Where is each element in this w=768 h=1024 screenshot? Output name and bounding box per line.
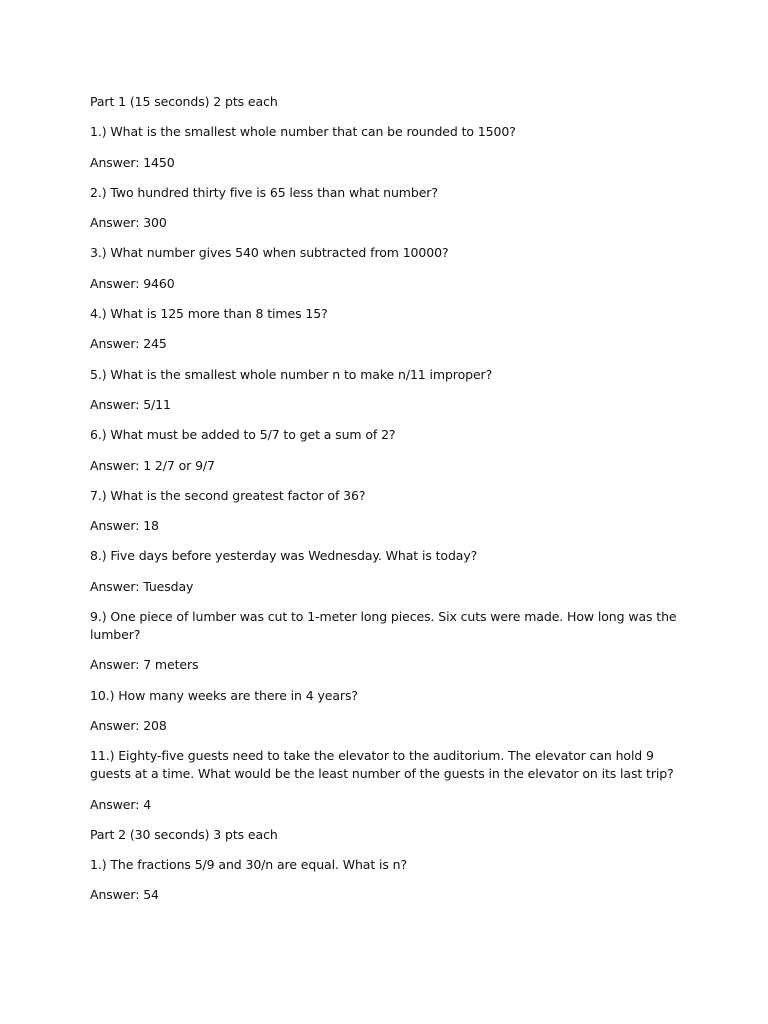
question-9: 9.) One piece of lumber was cut to 1-meter long pieces. Six cuts were made. How long was the lumber? [90,609,677,643]
answer-8: Answer: Tuesday [90,578,194,594]
answer-11: Answer: 4 [90,796,152,812]
question-5: 5.) What is the smallest whole number n to make n/11 improper? [90,366,493,382]
answer-9: Answer: 7 meters [90,657,199,673]
question-7: 7.) What is the second greatest factor of 36? [90,487,366,503]
answer-7: Answer: 18 [90,518,159,534]
question-6: 6.) What must be added to 5/7 to get a sum of 2? [90,427,396,443]
answer-5: Answer: 5/11 [90,396,171,412]
question-3: 3.) What number gives 540 when subtracted from 10000? [90,245,449,261]
question-4: 4.) What is 125 more than 8 times 15? [90,306,328,322]
question-part2-1: 1.) The fractions 5/9 and 30/n are equal. What is n? [90,857,408,873]
answer-10: Answer: 208 [90,717,167,733]
answer-4: Answer: 245 [90,336,167,352]
question-1: 1.) What is the smallest whole number that can be rounded to 1500? [90,124,516,140]
section-heading-part-2: Part 2 (30 seconds) 3 pts each [90,826,278,842]
question-11: 11.) Eighty-five guests need to take the elevator to the auditorium. The elevator can hold 9 guests at a time. What would be the least number of the guests in the elevator on its last trip? [90,748,674,782]
document-page [90,93,690,917]
section-heading-part-1: Part 1 (15 seconds) 2 pts each [90,94,278,109]
answer-1: Answer: 1450 [90,154,175,170]
question-8: 8.) Five days before yesterday was Wednesday. What is today? [90,548,478,564]
answer-2: Answer: 300 [90,215,167,231]
question-2: 2.) Two hundred thirty five is 65 less than what number? [90,184,438,200]
question-10: 10.) How many weeks are there in 4 years? [90,687,358,703]
answer-part2-1: Answer: 54 [90,887,159,903]
answer-6: Answer: 1 2/7 or 9/7 [90,457,215,473]
answer-3: Answer: 9460 [90,275,175,291]
